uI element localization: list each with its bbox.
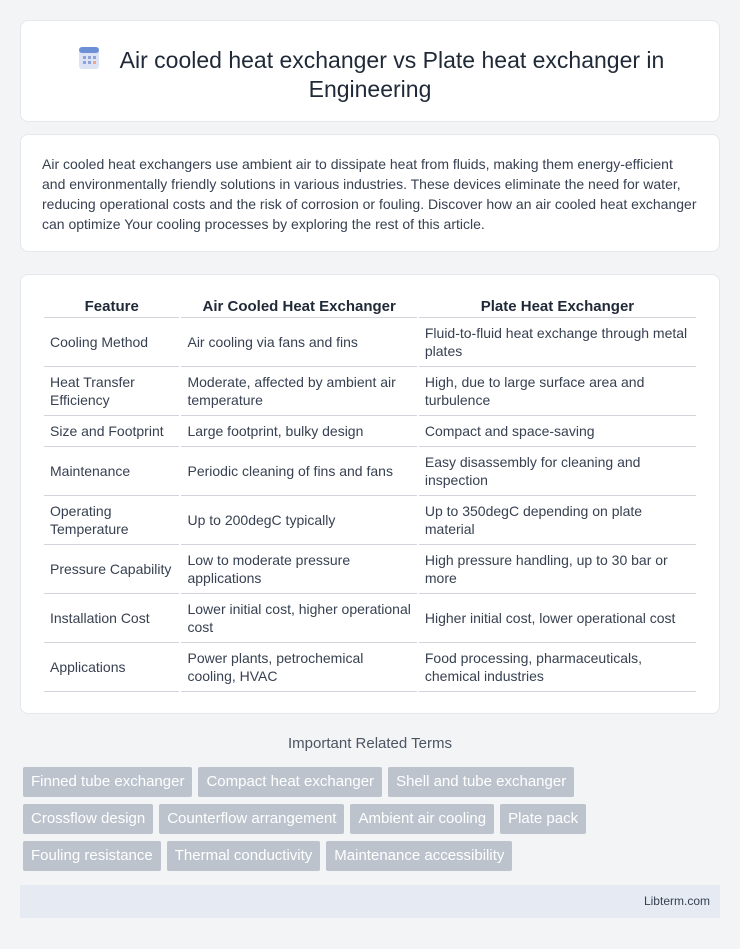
table-cell: Easy disassembly for cleaning and inspection xyxy=(419,447,696,496)
related-terms-list xyxy=(23,767,703,878)
table-cell: Up to 350degC depending on plate material xyxy=(419,496,696,545)
page-title-wrap xyxy=(61,45,679,104)
table-cell: Air cooling via fans and fins xyxy=(181,318,416,367)
related-term-tag[interactable]: Fouling resistance xyxy=(23,841,161,871)
table-cell: Power plants, petrochemical cooling, HVAC xyxy=(181,643,416,692)
intro-card xyxy=(20,134,720,252)
document-icon xyxy=(76,45,102,71)
related-term-tag[interactable]: Thermal conductivity xyxy=(167,841,321,871)
table-cell: Moderate, affected by ambient air temperature xyxy=(181,367,416,416)
table-row xyxy=(44,545,696,594)
table-cell: Low to moderate pressure applications xyxy=(181,545,416,594)
table-cell: High, due to large surface area and turbulence xyxy=(419,367,696,416)
table-row xyxy=(44,447,696,496)
table-cell: High pressure handling, up to 30 bar or more xyxy=(419,545,696,594)
table-row xyxy=(44,416,696,447)
related-term-tag[interactable]: Ambient air cooling xyxy=(350,804,494,834)
table-header-row xyxy=(44,294,696,318)
related-term-tag[interactable]: Finned tube exchanger xyxy=(23,767,192,797)
table-cell: Up to 200degC typically xyxy=(181,496,416,545)
comparison-card xyxy=(20,274,720,714)
table-cell: Higher initial cost, lower operational cost xyxy=(419,594,696,643)
table-cell: Maintenance xyxy=(44,447,179,496)
related-term-tag[interactable]: Maintenance accessibility xyxy=(326,841,512,871)
tag-row xyxy=(23,767,703,797)
table-cell: Lower initial cost, higher operational cost xyxy=(181,594,416,643)
related-terms-title: Important Related Terms xyxy=(288,735,452,752)
related-term-tag[interactable]: Counterflow arrangement xyxy=(159,804,344,834)
table-row xyxy=(44,496,696,545)
table-cell: Cooling Method xyxy=(44,318,179,367)
table-cell: Compact and space-saving xyxy=(419,416,696,447)
table-cell: Fluid-to-fluid heat exchange through metal plates xyxy=(419,318,696,367)
table-cell: Operating Temperature xyxy=(44,496,179,545)
table-cell: Size and Footprint xyxy=(44,416,179,447)
footer-site-link[interactable]: Libterm.com xyxy=(643,894,710,908)
footer xyxy=(20,885,720,918)
header-card xyxy=(20,20,720,122)
header-air-cooled: Air Cooled Heat Exchanger xyxy=(181,294,416,318)
table-cell: Food processing, pharmaceuticals, chemical industries xyxy=(419,643,696,692)
page-title: Air cooled heat exchanger vs Plate heat exchanger in Engineering xyxy=(119,47,665,102)
related-term-tag[interactable]: Shell and tube exchanger xyxy=(388,767,574,797)
header-feature: Feature xyxy=(44,294,179,318)
table-cell: Installation Cost xyxy=(44,594,179,643)
table-cell: Pressure Capability xyxy=(44,545,179,594)
table-row xyxy=(44,318,696,367)
related-term-tag[interactable]: Crossflow design xyxy=(23,804,153,834)
table-cell: Periodic cleaning of fins and fans xyxy=(181,447,416,496)
tag-row xyxy=(23,804,703,834)
table-cell: Large footprint, bulky design xyxy=(181,416,416,447)
table-row xyxy=(44,643,696,692)
table-row xyxy=(44,367,696,416)
table-cell: Heat Transfer Efficiency xyxy=(44,367,179,416)
intro-text: Air cooled heat exchangers use ambient air to dissipate heat from fluids, making them energy-efficient and environmentally friendly solutions in various industries. These devices eliminate the need for water, reducing operational costs and the risk of corrosion or fouling. Discover how an air cooled heat exchanger can optimize Your cooling processes by exploring the rest of this article. xyxy=(42,156,697,232)
table-row xyxy=(44,594,696,643)
comparison-table xyxy=(42,294,698,692)
related-term-tag[interactable]: Compact heat exchanger xyxy=(198,767,382,797)
related-term-tag[interactable]: Plate pack xyxy=(500,804,586,834)
tag-row xyxy=(23,841,703,871)
table-cell: Applications xyxy=(44,643,179,692)
header-plate: Plate Heat Exchanger xyxy=(419,294,696,318)
